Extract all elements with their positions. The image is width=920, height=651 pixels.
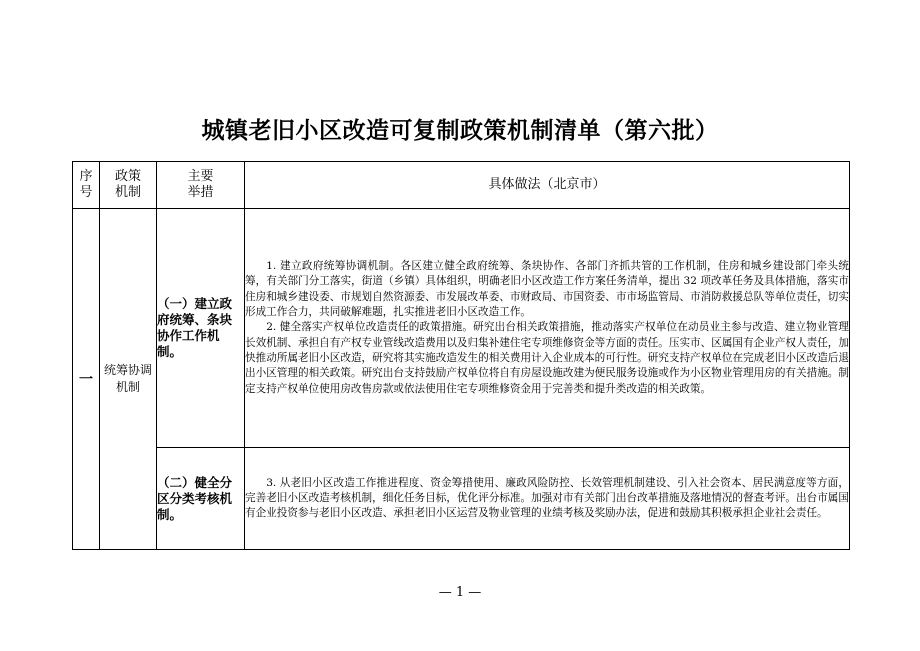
table-row [73,448,850,550]
page-number: — 1 — [438,585,482,600]
row-mechanism-cell [100,209,157,550]
measure-title-2: （二）健全分区分类考核机制。 [157,474,233,522]
practice-paragraph: 1. 建立政府统筹协调机制。各区建立健全政府统筹、条块协作、各部门齐抓共管的工作机制，住房和城乡建设部门牵头统筹，有关部门分工落实，街道（乡镇）具体组织，明确老旧小区改造工作方案任务清单，提出 32 项改革任务及具体措施，落实市住房和城乡建设委、市规划自然资源委、市发展改革委、市财政局、市国资委、市市场监管局、市消防救援总队等单位责任，切实形成工作合力，共同破解难题，扎实推进老旧小区改造工作。 [245,260,849,319]
header-practice [245,162,850,209]
header-mechanism-label: 政策机制 [114,169,141,200]
policy-table [72,161,850,550]
page-title: 城镇老旧小区改造可复制政策机制清单（第六批） [201,118,719,144]
table-header-row [73,162,850,209]
table-row [73,209,850,448]
measure-cell-1 [157,209,245,448]
header-measure [157,162,245,209]
measure-cell-2 [157,448,245,550]
row-seq-cell [73,209,100,550]
practice-cell-2 [245,448,850,550]
header-measure-label: 主要举措 [187,169,214,200]
header-mechanism [100,162,157,209]
measure-title-1: （一）建立政府统筹、条块协作工作机制。 [157,296,233,359]
practice-cell-1 [245,209,850,448]
header-practice-label: 具体做法（北京市） [488,177,606,192]
row-mechanism: 统筹协调机制 [104,363,153,394]
practice-paragraph: 2. 健全落实产权单位改造责任的政策措施。研究出台相关政策措施，推动落实产权单位在动员业主参与改造、建立物业管理长效机制、承担自有产权专业管线改造费用以及归集补建住宅专项维修资金等方面的责任。压实市、区属国有企业产权人责任，加快推动所属老旧小区改造，研究将其实施改造发生的相关费用计入企业成本的可行性。研究支持产权单位在完成老旧小区改造后退出小区管理的相关政策。研究出台支持鼓励产权单位将自有房屋设施改建为便民服务设施或作为小区物业管理用房的有关措施。制定支持产权单位使用房改售房款或依法使用住宅专项维修资金用于完善类和提升类改造的相关政策。 [245,321,849,395]
header-seq-label: 序号 [79,169,93,200]
row-seq: 一 [79,372,93,388]
practice-paragraph: 3. 从老旧小区改造工作推进程度、资金筹措使用、廉政风险防控、长效管理机制建设、引入社会资本、居民满意度等方面，完善老旧小区改造考核机制，细化任务目标，优化评分标准。加强对市有关部门出台改革措施及落地情况的督查考评。出台市属国有企业投资参与老旧小区改造、承担老旧小区运营及物业管理的业绩考核及奖励办法，促进和鼓励其积极承担企业社会责任。 [245,476,849,520]
header-seq [73,162,100,209]
